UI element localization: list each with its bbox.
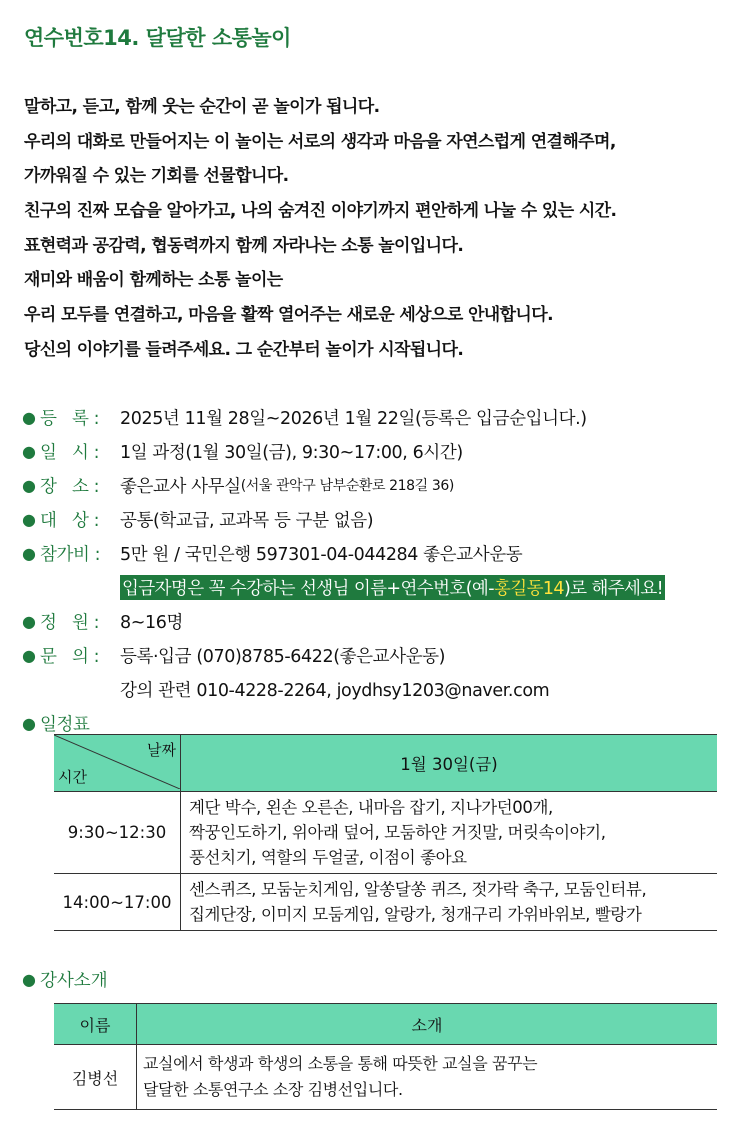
info-target: [22, 502, 752, 536]
info-value: 1일 과정(1월 30일(금), 9:30~17:00, 6시간): [120, 442, 463, 463]
info-label: 대 상 :: [40, 510, 105, 531]
header-time: 시간: [58, 768, 87, 786]
bullet-icon: ●: [22, 441, 36, 461]
fee-note-before: 입금자명은 꼭 수강하는 선생님 이름+연수번호(예-: [122, 578, 494, 599]
fee-note-after: )로 해주세요!: [563, 578, 664, 599]
intro-line: 우리 모두를 연결하고, 마음을 활짝 열어주는 새로운 세상으로 안내합니다.: [24, 305, 553, 326]
info-address: (서울 관악구 남부순환로 218길 36): [240, 478, 454, 494]
schedule-table: [54, 734, 717, 931]
activity-cell: [181, 792, 718, 874]
time-cell: 9:30~12:30: [54, 792, 181, 874]
intro-line: 재미와 배움이 함께하는 소통 놀이는: [24, 270, 283, 291]
bullet-icon: ●: [22, 543, 36, 563]
activity-line: 계단 박수, 왼손 오른손, 내마음 잡기, 지나가던00개,: [189, 798, 553, 817]
intro-line: 표현력과 공감력, 협동력까지 함께 자라나는 소통 놀이입니다.: [24, 235, 464, 256]
intro-line: 가까워질 수 있는 기회를 선물합니다.: [24, 166, 289, 187]
intro-line: 달달한 소통연구소 소장 김병선입니다.: [143, 1080, 403, 1099]
info-register: [22, 400, 752, 434]
fee-note-example: 홍길동14: [493, 578, 564, 599]
page-title: 연수번호14. 달달한 소통놀이: [24, 26, 291, 50]
info-value: 공통(학교급, 교과목 등 구분 없음): [120, 510, 374, 531]
info-label: 장 소 :: [40, 476, 105, 497]
section-title: 강사소개: [40, 970, 108, 991]
bullet-icon: ●: [22, 969, 36, 989]
activity-line: 집게단장, 이미지 모둠게임, 알랑가, 청개구리 가위바위보, 빨랑가: [189, 905, 642, 924]
table-header-row: [54, 735, 717, 792]
header-day: 1월 30일(금): [181, 735, 718, 792]
table-header-row: [54, 1004, 717, 1045]
diagonal-header-cell: [54, 735, 181, 792]
section-title: 일정표: [40, 714, 90, 735]
fee-note: [22, 570, 752, 604]
time-cell: 14:00~17:00: [54, 874, 181, 931]
header-intro: 소개: [137, 1004, 718, 1045]
intro-text: [24, 90, 744, 368]
info-label: 정 원 :: [40, 612, 105, 633]
table-row: [54, 874, 717, 931]
info-label: 참가비 :: [40, 544, 106, 565]
info-value: 등록·입금 (070)8785-6422(좋은교사운동): [120, 646, 446, 667]
info-value: 8~16명: [120, 612, 183, 633]
info-label: 등 록 :: [40, 408, 105, 429]
bullet-icon: ●: [22, 645, 36, 665]
activity-line: 짝꿍인도하기, 위아래 덮어, 모둠하얀 거짓말, 머릿속이야기,: [189, 823, 606, 842]
info-label: 일 시 :: [40, 442, 105, 463]
activity-line: 센스퀴즈, 모둠눈치게임, 알쏭달쏭 퀴즈, 젓가락 축구, 모둠인터뷰,: [189, 880, 647, 899]
bullet-icon: ●: [22, 407, 36, 427]
info-date: [22, 434, 752, 468]
intro-line: 우리의 대화로 만들어지는 이 놀이는 서로의 생각과 마음을 자연스럽게 연결해주며,: [24, 131, 616, 152]
instructor-heading: [22, 962, 108, 996]
table-row: [54, 1045, 717, 1110]
fee-note-highlight: [120, 575, 665, 600]
info-value: 5만 원 / 국민은행 597301-04-044284 좋은교사운동: [120, 544, 523, 565]
info-contact-lecture: [22, 672, 752, 706]
instructor-table: [54, 1003, 717, 1110]
info-list: [22, 400, 752, 740]
intro-line: 당신의 이야기를 들려주세요. 그 순간부터 놀이가 시작됩니다.: [24, 339, 464, 360]
bullet-icon: ●: [22, 611, 36, 631]
table-row: [54, 792, 717, 874]
instructor-name: 김병선: [54, 1045, 137, 1110]
intro-line: 말하고, 듣고, 함께 웃는 순간이 곧 놀이가 됩니다.: [24, 97, 380, 117]
bullet-icon: ●: [22, 713, 36, 733]
info-capacity: [22, 604, 752, 638]
info-value: 좋은교사 사무실: [120, 476, 241, 497]
info-fee: [22, 536, 752, 570]
info-contact: [22, 638, 752, 672]
activity-line: 풍선치기, 역할의 두얼굴, 이점이 좋아요: [189, 848, 467, 867]
header-date: 날짜: [147, 741, 176, 759]
info-place: [22, 468, 752, 502]
bullet-icon: ●: [22, 475, 36, 495]
intro-line: 교실에서 학생과 학생의 소통을 통해 따뜻한 교실을 꿈꾸는: [143, 1054, 538, 1073]
activity-cell: [181, 874, 718, 931]
header-name: 이름: [54, 1004, 137, 1045]
intro-line: 친구의 진짜 모습을 알아가고, 나의 숨겨진 이야기까지 편안하게 나눌 수 있는 시간.: [24, 201, 617, 222]
bullet-icon: ●: [22, 509, 36, 529]
info-value: 강의 관련 010-4228-2264, joydhsy1203@naver.com: [120, 680, 550, 701]
instructor-intro: [137, 1045, 718, 1110]
info-value: 2025년 11월 28일~2026년 1월 22일(등록은 입금순입니다.): [120, 408, 587, 429]
info-label: 문 의 :: [40, 646, 105, 667]
